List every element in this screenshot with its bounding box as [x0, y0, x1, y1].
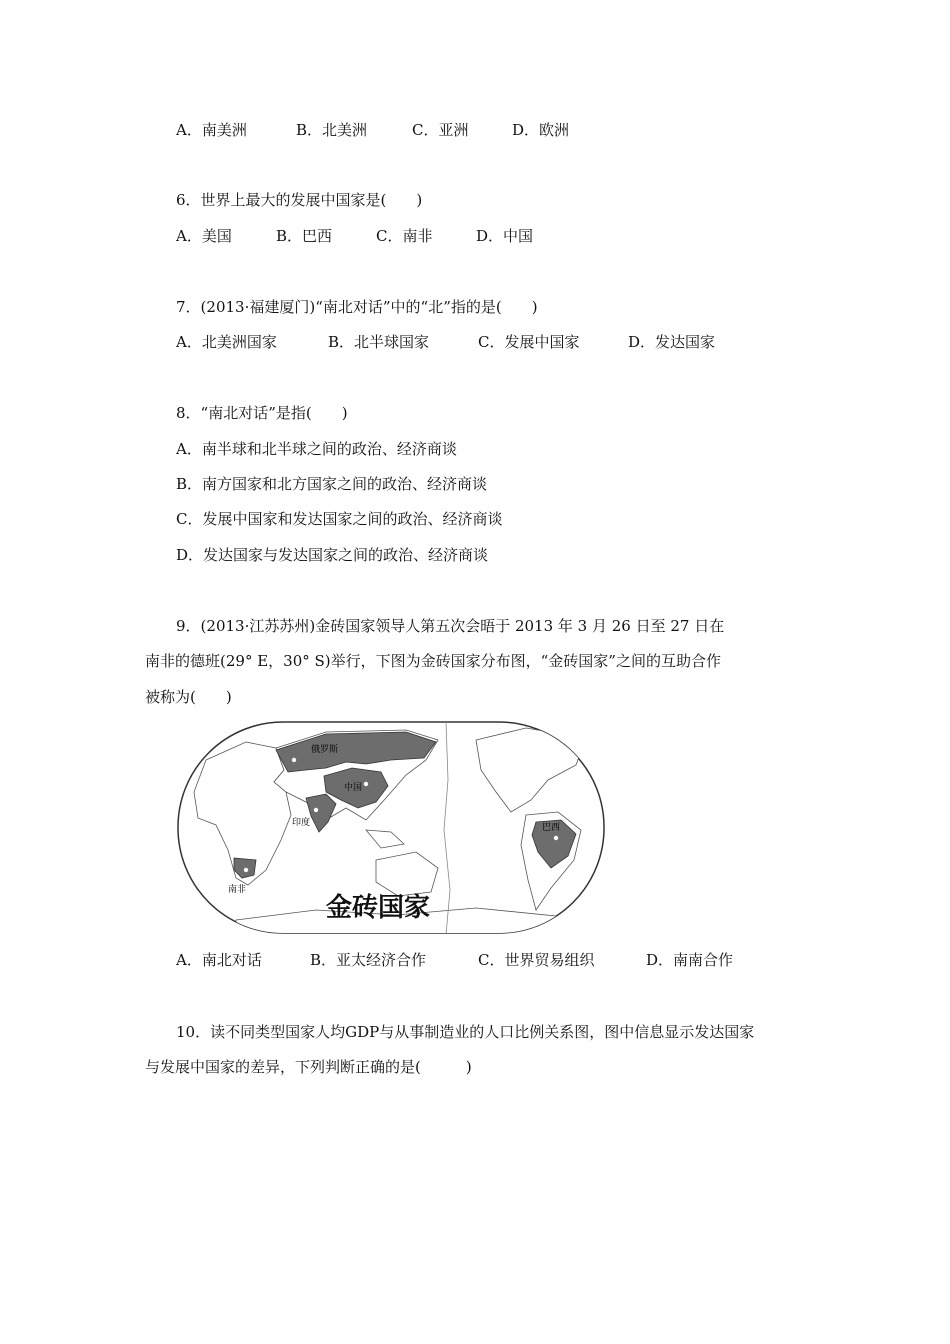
- q7-option-a: A．北美洲国家: [176, 333, 277, 351]
- q8-stem: 8．“南北对话”是指( ): [176, 404, 348, 422]
- q8-option-a: A．南半球和北半球之间的政治、经济商谈: [176, 440, 457, 458]
- q9-stem-line-3: 被称为( ): [145, 688, 232, 706]
- q6-option-a: A．美国: [176, 227, 232, 245]
- q7-option-d: D．发达国家: [628, 333, 716, 351]
- q5-option-c: C．亚洲: [412, 121, 469, 139]
- q5-option-d: D．欧洲: [512, 121, 570, 139]
- map-label-india: 印度: [292, 818, 311, 828]
- q9-stem-line-1: 9．(2013·江苏苏州)金砖国家领导人第五次会晤于 2013 年 3 月 26 日至 27 日在: [176, 617, 725, 635]
- map-label-brazil: 巴西: [542, 823, 561, 833]
- q5-options: [176, 120, 569, 140]
- q9-option-a: A．南北对话: [176, 951, 262, 969]
- q9-options: [176, 950, 733, 970]
- map-label-china: 中国: [344, 783, 363, 793]
- q5-option-a: A．南美洲: [176, 121, 247, 139]
- q6-option-c: C．南非: [376, 227, 433, 245]
- q6-option-b: B．巴西: [276, 227, 333, 245]
- q6-option-d: D．中国: [476, 227, 534, 245]
- q8-option-b: B．南方国家和北方国家之间的政治、经济商谈: [176, 475, 488, 493]
- q10-stem-line-1: 10．读不同类型国家人均GDP与从事制造业的人口比例关系图，图中信息显示发达国家: [176, 1023, 755, 1041]
- map-label-russia: 俄罗斯: [311, 745, 339, 755]
- q6-stem: 6．世界上最大的发展中国家是( ): [176, 191, 423, 209]
- brics-map: [176, 720, 606, 935]
- map-label-south-africa: 南非: [228, 885, 247, 895]
- q9-option-d: D．南南合作: [646, 951, 734, 969]
- q8-option-c: C．发展中国家和发达国家之间的政治、经济商谈: [176, 510, 503, 528]
- map-title: 金砖国家: [326, 893, 431, 923]
- q7-options: [176, 332, 715, 352]
- q7-stem: 7．(2013·福建厦门)“南北对话”中的“北”指的是( ): [176, 298, 538, 316]
- q5-option-b: B．北美洲: [296, 121, 368, 139]
- q9-option-b: B．亚太经济合作: [310, 951, 427, 969]
- q9-stem-line-2: 南非的德班(29° E，30° S)举行，下图为金砖国家分布图，“金砖国家”之间的互助合作: [145, 652, 721, 670]
- q8-option-d: D．发达国家与发达国家之间的政治、经济商谈: [176, 546, 489, 564]
- q6-options: [176, 226, 533, 246]
- q7-option-b: B．北半球国家: [328, 333, 430, 351]
- q9-option-c: C．世界贸易组织: [478, 951, 595, 969]
- q10-stem-line-2: 与发展中国家的差异，下列判断正确的是( ): [145, 1058, 472, 1076]
- q7-option-c: C．发展中国家: [478, 333, 580, 351]
